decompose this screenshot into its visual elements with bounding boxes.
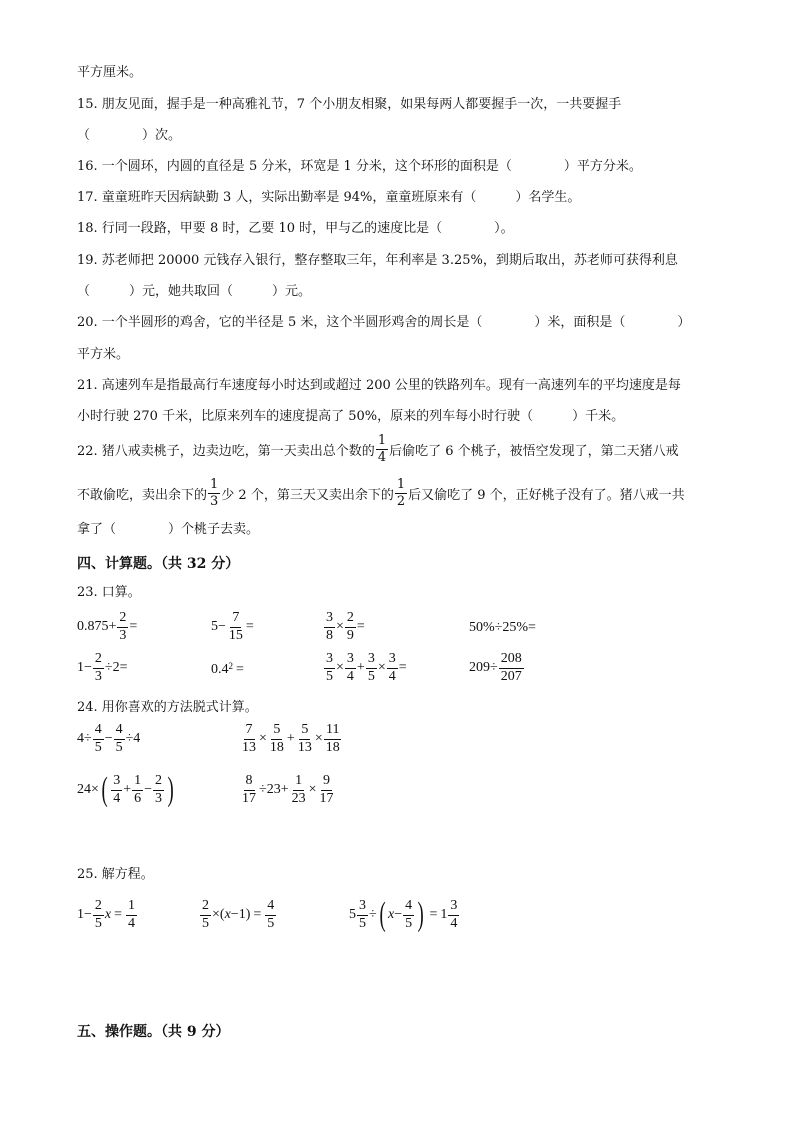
section-5-title: 五、操作题。（共 9 分） [77, 1024, 230, 1040]
q24-title: 24. 用你喜欢的方法脱式计算。 [77, 700, 258, 715]
q22-line3: 拿了（ ）个桃子去卖。 [77, 522, 260, 537]
expr-23-7: $\frac{3}{5}$ × $\frac{3}{4}$ + $\frac{3}{5}$ × $\frac{3}{4}$ = [326, 651, 407, 684]
expr-23-1: 0.875 + $\frac{2}{3}$ = [77, 610, 138, 643]
fraction-1-4: 1 4 [377, 433, 387, 465]
eq-25-1: 1 − $\frac{2}{5}$ x = $\frac{1}{4}$ [77, 898, 136, 931]
q21-line1: 21. 高速列车是指最高行车速度每小时达到或超过 200 公里的铁路列车。现有一高速列车的平均速度是每 [77, 378, 681, 393]
expr-23-4: 50% ÷ 25% = [469, 620, 536, 635]
q15-line1: 15. 朋友见面，握手是一种高雅礼节，7 个小朋友相聚，如果每两人都要握手一次，一共要握手 [77, 97, 622, 112]
expr-24-2: $\frac{7}{13}$ × $\frac{5}{18}$ + $\frac{5}{13}$ × $\frac{11}{18}$ [242, 722, 340, 755]
fraction-1-2: 1 2 [396, 477, 406, 509]
q18-line: 18. 行同一段路，甲要 8 时，乙要 10 时，甲与乙的速度比是（ ）。 [77, 221, 514, 236]
q21-line2: 小时行驶 270 千米，比原来列车的速度提高了 50%，原来的列车每小时行驶（ ）千米。 [77, 409, 625, 424]
expr-23-8: 209 ÷ $\frac{208}{207}$ [469, 651, 522, 684]
eq-25-2: $\frac{2}{5}$ × ( x − 1 ) = $\frac{4}{5}$ [202, 898, 275, 931]
q20-line1: 20. 一个半圆形的鸡舍，它的半径是 5 米，这个半圆形鸡舍的周长是（ ）米，面积是（ ） [77, 315, 691, 330]
q20-line2: 平方米。 [77, 347, 130, 362]
q16-line: 16. 一个圆环，内圆的直径是 5 分米，环宽是 1 分米，这个环形的面积是（ ）平方分米。 [77, 159, 642, 174]
expr-24-3: 24 × ( 3 4 + $\frac{1}{6}$ − $\frac{2}{3}$ ) [77, 771, 174, 809]
fraction-1-3: 1 3 [210, 477, 219, 509]
expr-24-1: 4 ÷ $\frac{4}{5}$ − $\frac{4}{5}$ ÷ 4 [77, 722, 141, 755]
q22-line1: 22. 猪八戒卖桃子，边卖边吃，第一天卖出总个数的 1 4 后偷吃了 6 个桃子，被悟空发现了，第二天猪八戒 [77, 433, 679, 465]
eq-25-3: 5 $\frac{3}{5}$ ÷ ( x − $\frac{4}{5}$ ) = 1 3 4 [349, 896, 458, 934]
expr-23-3: $\frac{3}{8}$ × $\frac{2}{9}$ = [326, 610, 365, 643]
expr-23-6: 0.4 $^2$ = [211, 661, 244, 677]
q17-line: 17. 童童班昨天因病缺勤 3 人，实际出勤率是 94%，童童班原来有（ ）名学生。 [77, 190, 581, 205]
expr-23-2: 5 − $\frac{7}{15}$ = [211, 610, 254, 643]
section-4-title: 四、计算题。（共 32 分） [77, 556, 240, 572]
q23-title: 23. 口算。 [77, 585, 141, 600]
q19-line2: （ ）元，她共取回（ ）元。 [77, 284, 312, 299]
q25-title: 25. 解方程。 [77, 867, 154, 882]
q15-line2: （ ）次。 [77, 128, 182, 143]
q22-line2: 不敢偷吃，卖出余下的 1 3 少 2 个，第三天又卖出余下的 1 2 后又偷吃了 9 个，正好桃子没有了。猪八戒一共 [77, 477, 685, 509]
expr-23-5: 1 − $\frac{2}{3}$ ÷ 2 = [77, 651, 128, 684]
line-prev: 平方厘米。 [77, 65, 143, 80]
q19-line1: 19. 苏老师把 20000 元钱存入银行，整存整取三年，年利率是 3.25%，到期后取出，苏老师可获得利息 [77, 253, 678, 268]
expr-24-4: $\frac{8}{17}$ ÷ 23 + $\frac{1}{23}$ × $\frac{9}{17}$ [242, 773, 334, 806]
